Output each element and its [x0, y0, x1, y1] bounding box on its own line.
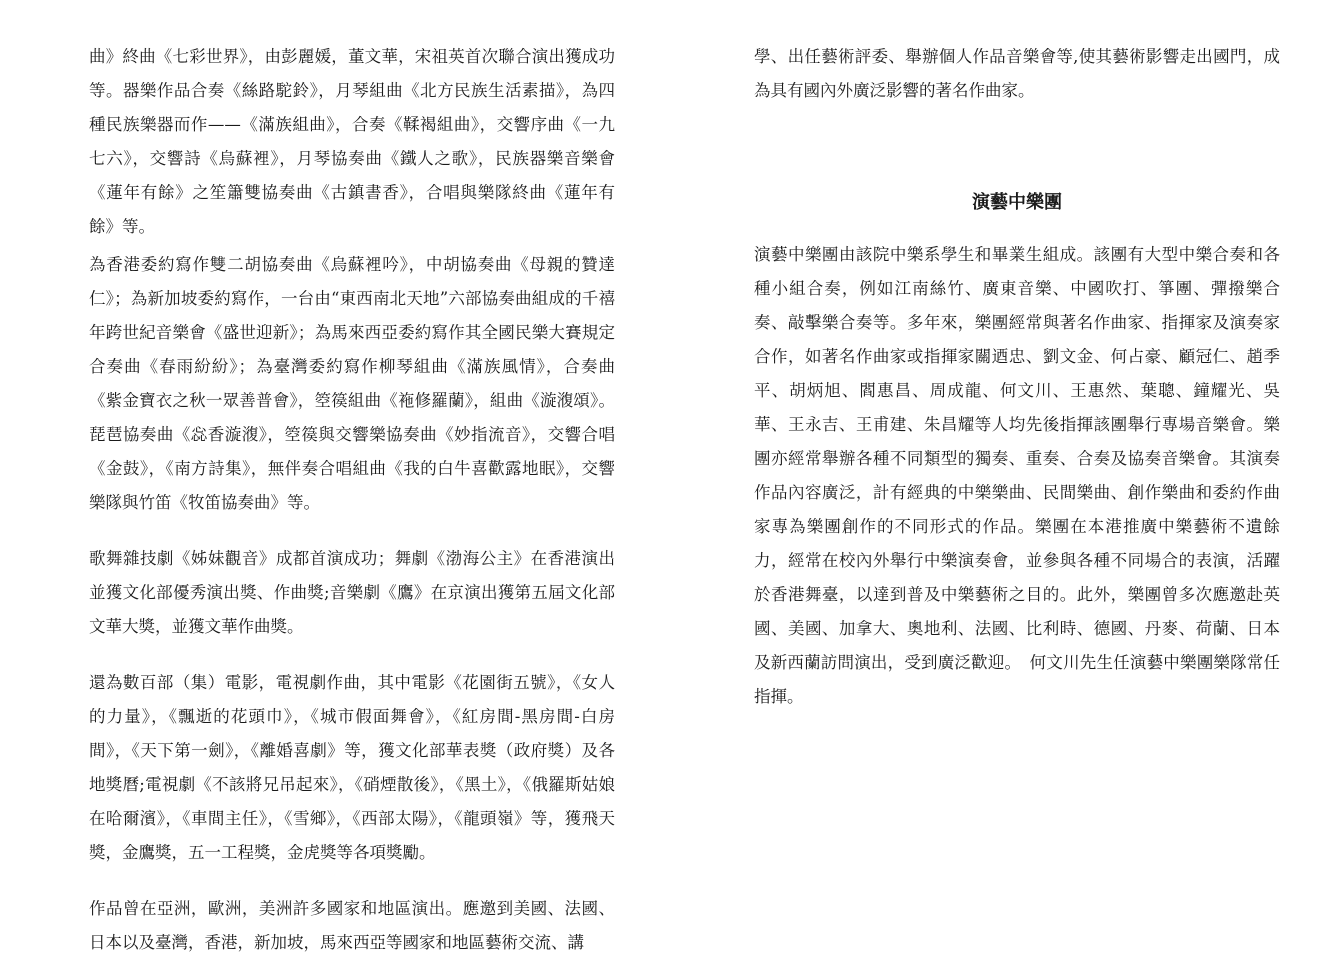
right-page-column	[754, 40, 1280, 714]
paragraph-film-tv: 還為數百部（集）電影，電視劇作曲，其中電影《花園街五號》，《女人的力量》，《飄逝的花頭巾》，《城市假面舞會》，《紅房間-黑房間-白房間》，《天下第一劍》，《離婚喜劇》等，獲文化部華表獎（政府獎）及各地獎曆;電視劇《不該將兄吊起來》，《硝煙散後》，《黑土》，《俄羅斯姑娘在哈爾濱》，《車間主任》，《雪鄉》，《西部太陽》，《龍頭嶺》等，獲飛天獎，金鷹獎，五一工程獎，金虎獎等各項獎勵。	[89, 673, 615, 862]
paragraph-performances: 作品曾在亞洲，歐洲，美洲許多國家和地區演出。應邀到美國、法國、日本以及臺灣，香港，新加坡，馬來西亞等國家和地區藝術交流、講	[89, 899, 615, 952]
paragraph-stage-works: 歌舞雜技劇《姊妹觀音》成都首演成功；舞劇《渤海公主》在香港演出並獲文化部優秀演出獎、作曲獎;音樂劇《鷹》在京演出獲第五屆文化部文華大獎，並獲文華作曲獎。	[89, 549, 615, 636]
section-title: 演藝中樂團	[972, 192, 1062, 213]
paragraph-works-list: 曲》終曲《七彩世界》，由彭麗媛，董文華，宋祖英首次聯合演出獲成功等。器樂作品合奏《絲路駝鈴》，月琴組曲《北方民族生活素描》，為四種民族樂器而作——《滿族組曲》，合奏《鞣褐組曲》，交響序曲《一九七六》，交響詩《烏蘇裡》，月琴協奏曲《鐵人之歌》，民族器樂音樂會《蓮年有餘》之笙簫雙協奏曲《古鎮書香》，合唱與樂隊終曲《蓮年有餘》等。	[89, 47, 615, 236]
paragraph-orchestra-description: 演藝中樂團由該院中樂系學生和畢業生組成。該團有大型中樂合奏和各種小組合奏，例如江南絲竹、廣東音樂、中國吹打、箏團、彈撥樂合奏、敲擊樂合奏等。多年來，樂團經常與著名作曲家、指揮家及演奏家合作，如著名作曲家或指揮家關迺忠、劉文金、何占豪、顧冠仁、趙季平、胡炳旭、閻惠昌、周成龍、何文川、王惠然、葉聰、鐘耀光、吳華、王永吉、王甫建、朱昌耀等人均先後指揮該團舉行專場音樂會。樂團亦經常舉辦各種不同類型的獨奏、重奏、合奏及協奏音樂會。其演奏作品內容廣泛，計有經典的中樂樂曲、民間樂曲、創作樂曲和委約作曲家專為樂團創作的不同形式的作品。樂團在本港推廣中樂藝術不遺餘力，經常在校內外舉行中樂演奏會，並參與各種不同場合的表演，活躍於香港舞臺，以達到普及中樂藝術之目的。此外，樂團曾多次應邀赴英國、美國、加拿大、奧地利、法國、比利時、德國、丹麥、荷蘭、日本及新西蘭訪問演出，受到廣泛歡迎。 何文川先生任演藝中樂團樂隊常任指揮。	[754, 245, 1280, 706]
paragraph-continuation: 學、出任藝術評委、舉辦個人作品音樂會等,使其藝術影響走出國門，成為具有國內外廣泛影響的著名作曲家。	[754, 47, 1280, 100]
left-page-column	[89, 40, 615, 960]
paragraph-commissions: 為香港委約寫作雙二胡協奏曲《烏蘇裡吟》，中胡協奏曲《母親的贊達仁》；為新加坡委約寫作，一台由“東西南北天地”六部協奏曲組成的千禧年跨世紀音樂會《盛世迎新》；為馬來西亞委約寫作其全國民樂大賽規定合奏曲《春雨紛紛》；為臺灣委約寫作柳琴組曲《滿族風情》，合奏曲《紫金寶衣之秋一眾善普會》，箜篌組曲《袘修羅蘭》，組曲《漩澓頌》。琵琶協奏曲《惢香漩澓》，箜篌與交響樂協奏曲《妙指流音》，交響合唱《金鼓》，《南方詩集》，無伴奏合唱組曲《我的白牛喜歡露地眠》，交響樂隊與竹笛《牧笛協奏曲》等。	[89, 255, 615, 512]
